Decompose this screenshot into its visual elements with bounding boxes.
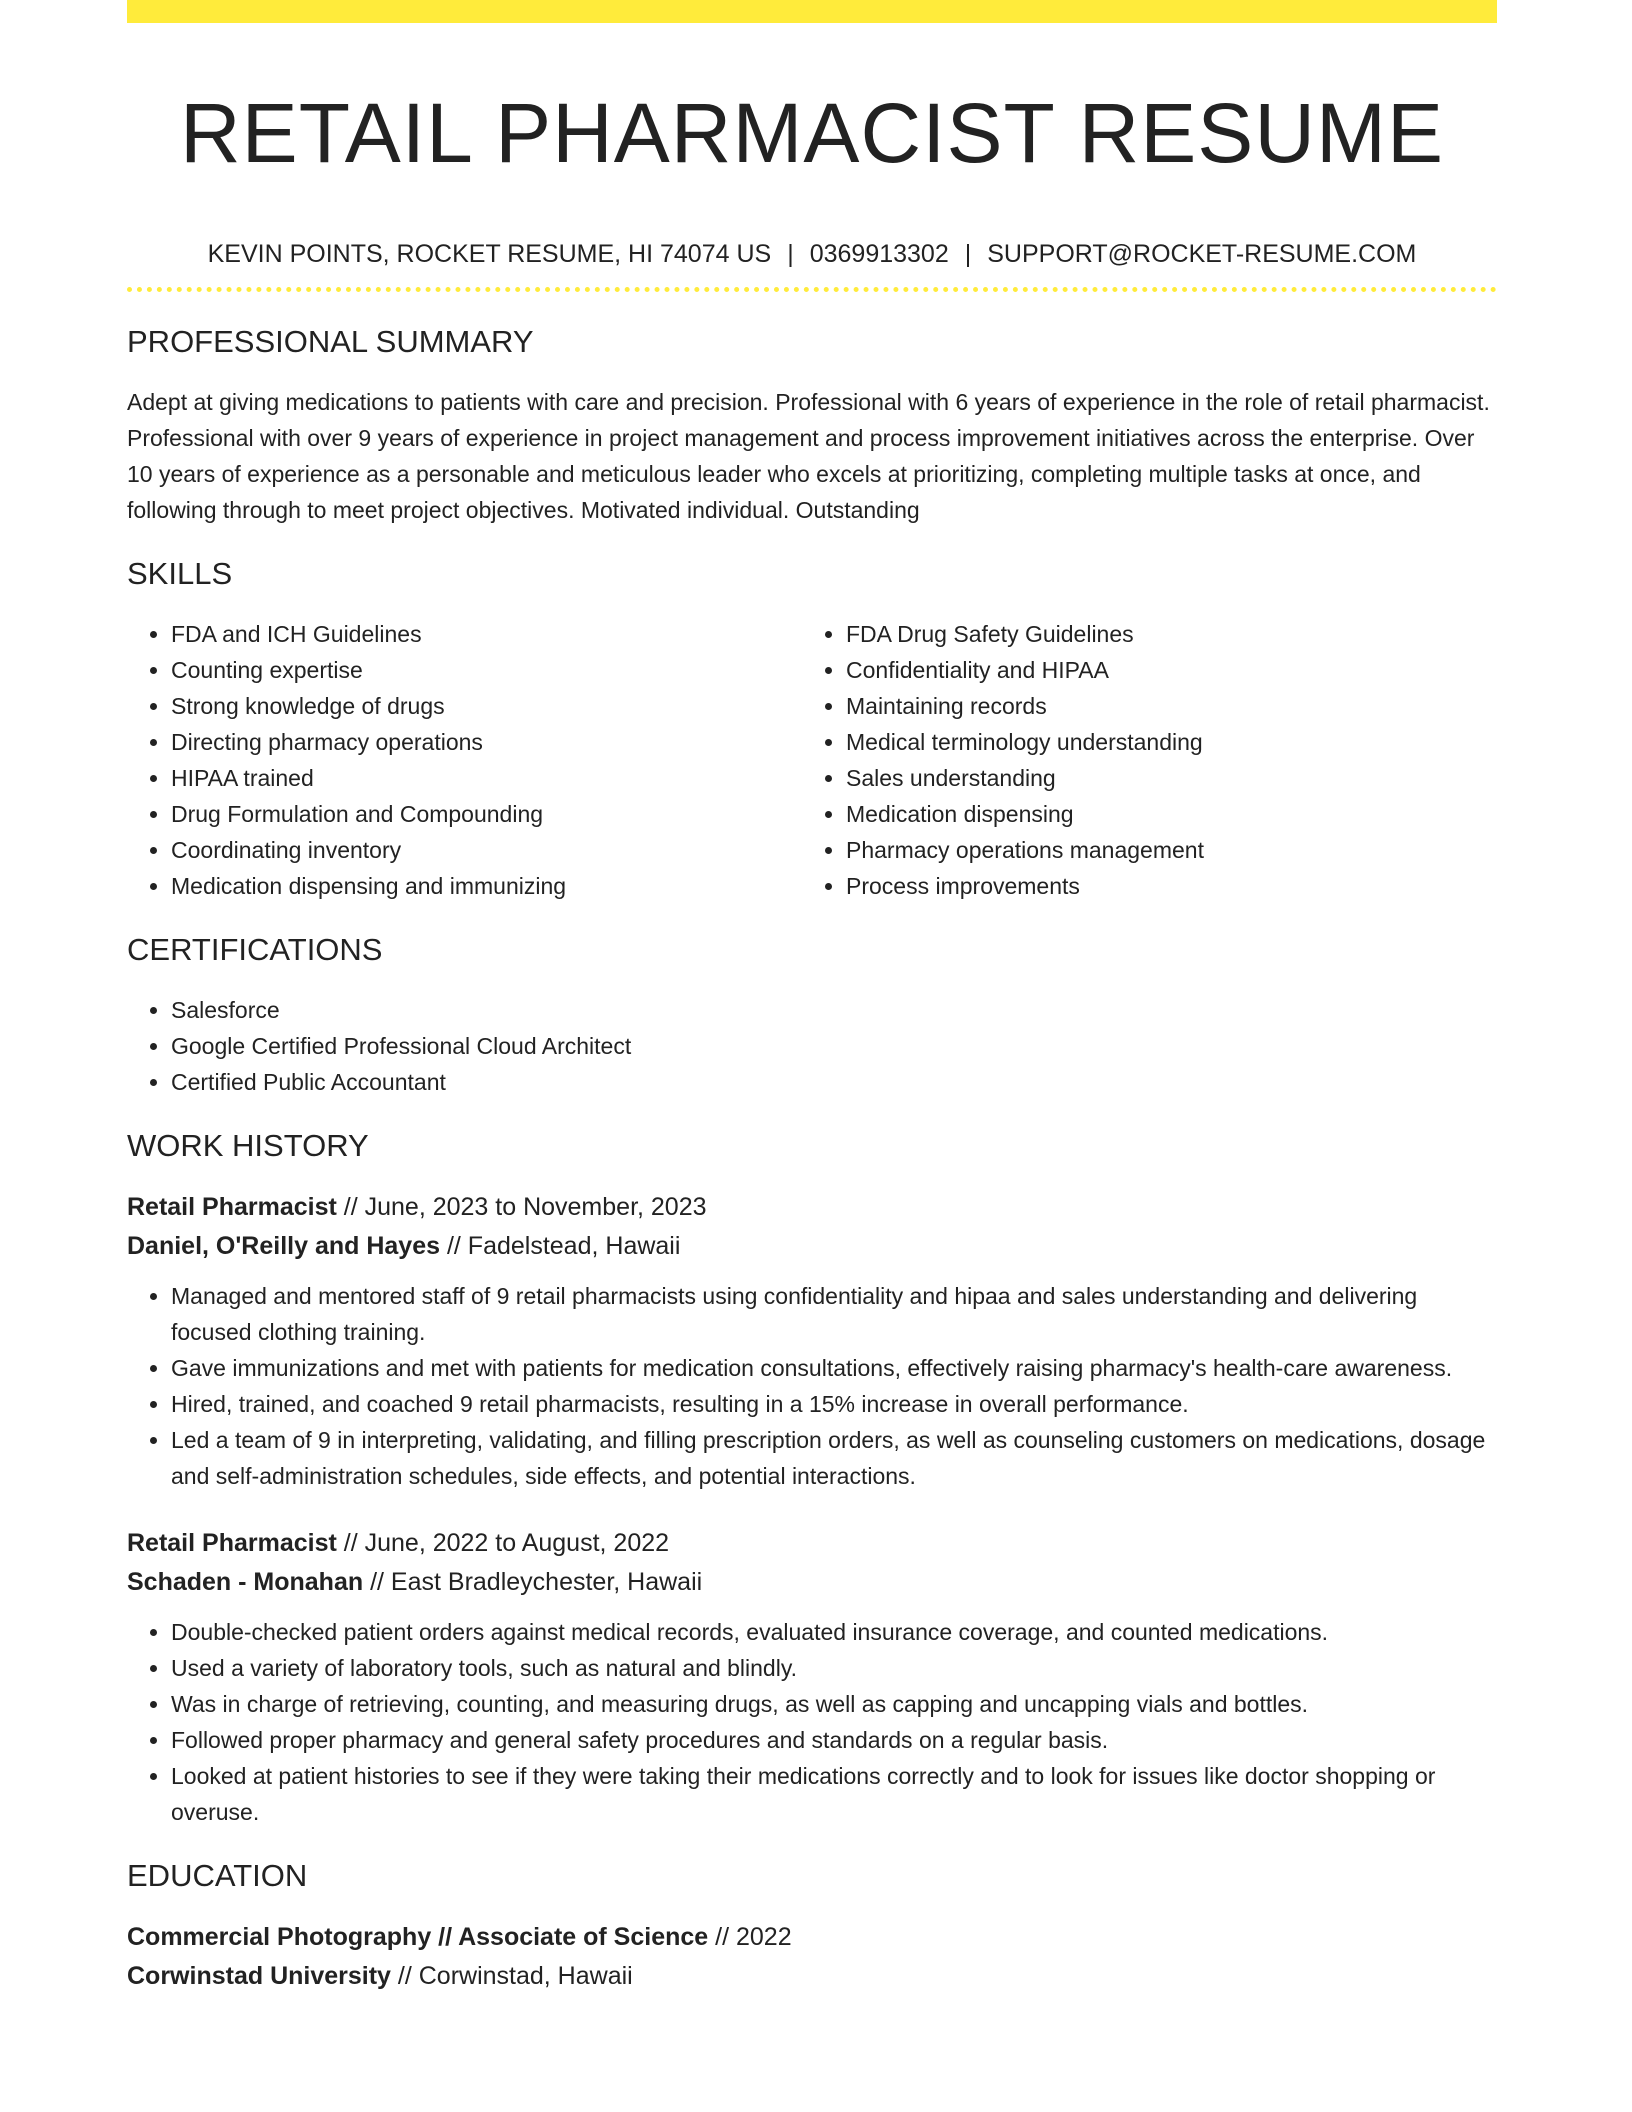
education-school-line [127, 1957, 1497, 1996]
skill-item: • Coordinating inventory [171, 832, 802, 868]
skill-item: • Pharmacy operations management [846, 832, 1477, 868]
skill-item: • FDA and ICH Guidelines [171, 616, 802, 652]
skill-item: • Medical terminology understanding [846, 724, 1477, 760]
summary-heading: PROFESSIONAL SUMMARY [127, 324, 534, 359]
job-bullet: • Looked at patient histories to see if they were taking their medications correctly and to look for issues like doctor shopping or overuse. [171, 1758, 1497, 1830]
education-location: // Corwinstad, Hawaii [390, 1962, 633, 1990]
certification-item: • Salesforce [171, 992, 1497, 1028]
skill-item: • Medication dispensing and immunizing [171, 868, 802, 904]
resume-title: RETAIL PHARMACIST RESUME [180, 86, 1444, 180]
certification-item: • Google Certified Professional Cloud Architect [171, 1028, 1497, 1064]
skill-item: • Directing pharmacy operations [171, 724, 802, 760]
job-dates: // June, 2022 to August, 2022 [336, 1529, 670, 1557]
job-company: Daniel, O'Reilly and Hayes [127, 1232, 441, 1260]
job-location: // East Bradleychester, Hawaii [363, 1568, 703, 1596]
work-history-heading: WORK HISTORY [127, 1128, 369, 1163]
contact-phone: 0369913302 [809, 240, 949, 268]
job-bullet: • Gave immunizations and met with patients for medication consultations, effectively raising pharmacy's health-care awareness. [171, 1350, 1497, 1386]
summary-text: Adept at giving medications to patients with care and precision. Professional with 6 years of experience in the role of retail pharmacist. Professional with over 9 years of experience in project management and process improvement initiatives across the enterprise. Over 10 years of experience as a personable and meticulous leader who excels at prioritizing, completing multiple tasks at once, and following through to meet project objectives. Motivated individual. Outstanding [127, 389, 1490, 523]
skills-right-list [802, 616, 1477, 904]
job-title-line [127, 1524, 1497, 1563]
certifications-list [127, 992, 1497, 1100]
top-accent-bar [127, 0, 1497, 23]
skill-item: • HIPAA trained [171, 760, 802, 796]
job-title: Retail Pharmacist [127, 1193, 337, 1221]
skills-columns [127, 616, 1497, 904]
education-degree: Commercial Photography // Associate of Science [127, 1923, 709, 1951]
job-bullet-list [127, 1614, 1497, 1830]
contact-email: SUPPORT@ROCKET-RESUME.COM [987, 240, 1417, 268]
job-title: Retail Pharmacist [127, 1529, 337, 1557]
job-bullet: • Led a team of 9 in interpreting, validating, and filling prescription orders, as well as counseling customers on medications, dosage and self-administration schedules, side effects, and potential interactions. [171, 1422, 1497, 1494]
job-bullet: • Followed proper pharmacy and general safety procedures and standards on a regular basis. [171, 1722, 1497, 1758]
skill-item: • Confidentiality and HIPAA [846, 652, 1477, 688]
job-location: // Fadelstead, Hawaii [440, 1232, 681, 1260]
contact-separator: | [787, 240, 794, 268]
skills-heading: SKILLS [127, 556, 233, 591]
job-bullet: • Was in charge of retrieving, counting, and measuring drugs, as well as capping and uncapping vials and bottles. [171, 1686, 1497, 1722]
skill-item: • Counting expertise [171, 652, 802, 688]
education-school: Corwinstad University [127, 1962, 391, 1990]
certification-item: • Certified Public Accountant [171, 1064, 1497, 1100]
job-company: Schaden - Monahan [127, 1568, 364, 1596]
contact-separator: | [964, 240, 972, 268]
contact-address: KEVIN POINTS, ROCKET RESUME, HI 74074 US [207, 240, 772, 268]
skill-item: • FDA Drug Safety Guidelines [846, 616, 1477, 652]
job-title-line [127, 1188, 1497, 1227]
dotted-divider [127, 287, 1497, 292]
job-bullet: • Used a variety of laboratory tools, such as natural and blindly. [171, 1650, 1497, 1686]
job-company-line [127, 1227, 1497, 1266]
skill-item: • Medication dispensing [846, 796, 1477, 832]
skill-item: • Drug Formulation and Compounding [171, 796, 802, 832]
job-dates: // June, 2023 to November, 2023 [336, 1193, 707, 1221]
education-year: // 2022 [708, 1923, 792, 1951]
education-heading: EDUCATION [127, 1858, 308, 1893]
skill-item: • Sales understanding [846, 760, 1477, 796]
job-bullet: • Managed and mentored staff of 9 retail pharmacists using confidentiality and hipaa and sales understanding and delivering focused clothing training. [171, 1278, 1497, 1350]
education-degree-line [127, 1918, 1497, 1957]
job-bullet: • Hired, trained, and coached 9 retail pharmacists, resulting in a 15% increase in overall performance. [171, 1386, 1497, 1422]
skill-item: • Maintaining records [846, 688, 1477, 724]
skill-item: • Strong knowledge of drugs [171, 688, 802, 724]
certifications-heading: CERTIFICATIONS [127, 932, 383, 967]
skills-left-list [127, 616, 802, 904]
skill-item: • Process improvements [846, 868, 1477, 904]
resume-page [127, 0, 1497, 1996]
job-bullet-list [127, 1278, 1497, 1494]
contact-line [127, 237, 1497, 271]
job-company-line [127, 1563, 1497, 1602]
job-bullet: • Double-checked patient orders against medical records, evaluated insurance coverage, and counted medications. [171, 1614, 1497, 1650]
